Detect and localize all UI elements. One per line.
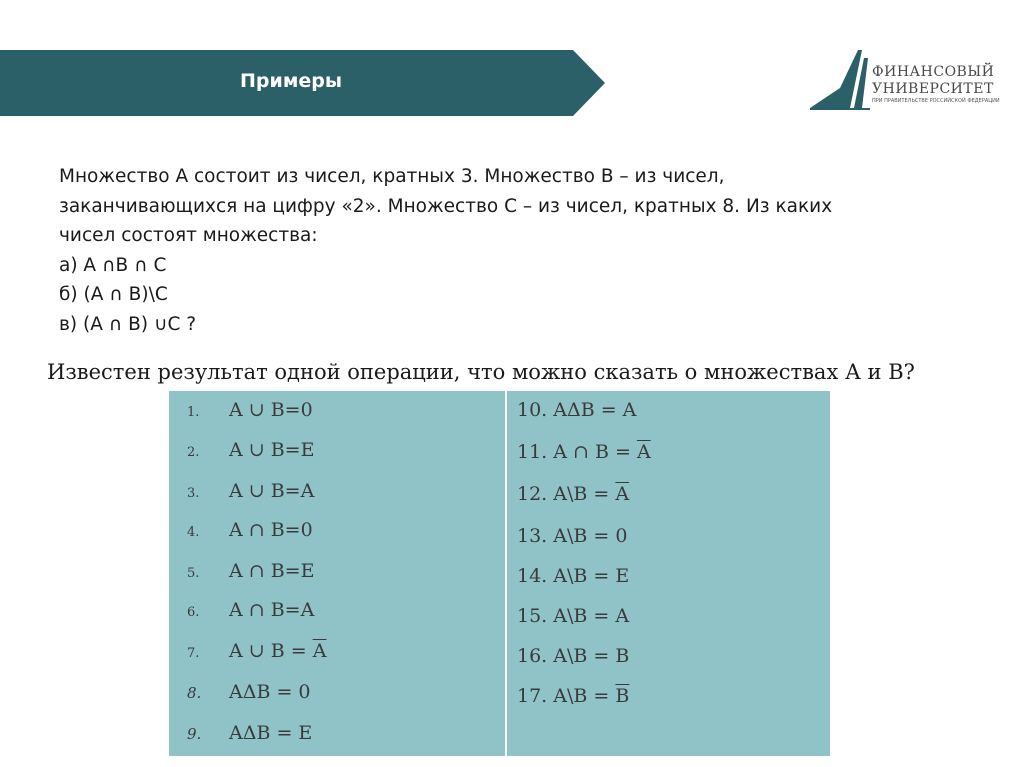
- operation-expression: A ∩ B=A: [229, 599, 315, 621]
- operation-item: [187, 681, 311, 703]
- operation-expression: 17. A\B =: [517, 685, 616, 707]
- task-line-3: чисел состоят множества:: [59, 225, 318, 246]
- operation-expression: A ∪ B=0: [229, 399, 313, 421]
- question-text: Известен результат одной операции, что можно сказать о множествах А и В?: [47, 360, 915, 384]
- operation-expression: A ∩ B=E: [229, 560, 315, 582]
- operation-item: [187, 722, 312, 744]
- task-item-c: в) (А ∩ В) ∪С ?: [59, 313, 197, 335]
- operation-expression: 11. A ∩ B =: [517, 441, 637, 463]
- operation-number: 7.: [187, 646, 200, 661]
- operation-number: 5.: [187, 566, 200, 581]
- operation-item: [517, 685, 629, 707]
- operation-item: [517, 441, 651, 463]
- task-text: [59, 162, 959, 339]
- complement-symbol: $\overline{B}$: [615, 685, 630, 707]
- operation-number: 1.: [187, 405, 200, 420]
- operation-item: [187, 640, 326, 662]
- operation-expression: A ∪ B=E: [229, 439, 315, 461]
- operation-item: [187, 439, 314, 461]
- operation-expression: 15. A\B = A: [517, 605, 630, 627]
- logo-line-1: ФИНАНСОВЫЙ: [872, 64, 995, 80]
- task-line-2: заканчивающихся на цифру «2». Множество С – из чисел, кратных 8. Из каких: [59, 195, 833, 217]
- operation-expression: 10. AΔB = A: [517, 399, 637, 421]
- page-title: Примеры: [240, 70, 343, 92]
- operation-number: 8.: [187, 684, 202, 702]
- complement-symbol: $\overline{A}$: [615, 483, 630, 505]
- header-banner: [0, 50, 605, 116]
- operations-table: [169, 391, 830, 756]
- operation-number: 9.: [187, 725, 202, 743]
- operation-expression: A ∪ B =: [229, 640, 313, 662]
- operation-item: [187, 399, 313, 421]
- operation-expression: A ∩ B=0: [229, 519, 313, 541]
- university-logo: [810, 48, 1010, 118]
- complement-symbol: $\overline{A}$: [636, 441, 651, 463]
- task-item-a: а) А ∩В ∩ С: [59, 254, 167, 276]
- operation-item: [187, 480, 314, 502]
- complement-symbol: $\overline{A}$: [312, 640, 327, 662]
- operation-expression: 13. A\B = 0: [517, 525, 628, 547]
- operation-number: 2.: [187, 445, 200, 460]
- operation-item: [517, 399, 636, 421]
- operation-expression: 14. A\B = E: [517, 565, 630, 587]
- operation-item: [517, 565, 629, 587]
- operation-number: 3.: [187, 486, 200, 501]
- operation-item: [187, 519, 313, 541]
- operation-number: 4.: [187, 525, 200, 540]
- logo-emblem-icon: [810, 48, 872, 112]
- operation-expression: 16. A\B = B: [517, 645, 630, 667]
- operation-item: [517, 525, 627, 547]
- logo-line-2: УНИВЕРСИТЕТ: [872, 81, 994, 97]
- operation-number: 6.: [187, 605, 200, 620]
- operation-item: [187, 560, 314, 582]
- operation-item: [517, 605, 629, 627]
- operation-expression: AΔB = E: [229, 722, 313, 744]
- operation-expression: A ∪ B=A: [229, 480, 315, 502]
- operation-item: [517, 645, 629, 667]
- task-line-1: Множество А состоит из чисел, кратных 3. Множество В – из чисел,: [59, 166, 725, 187]
- task-item-b: б) (А ∩ В)\С: [59, 284, 168, 305]
- operation-item: [187, 599, 314, 621]
- operation-expression: 12. A\B =: [517, 483, 616, 505]
- operation-expression: AΔB = 0: [229, 681, 311, 703]
- logo-line-3: ПРИ ПРАВИТЕЛЬСТВЕ РОССИЙСКОЙ ФЕДЕРАЦИИ: [872, 98, 1000, 104]
- operation-item: [517, 483, 629, 505]
- column-divider: [505, 391, 507, 756]
